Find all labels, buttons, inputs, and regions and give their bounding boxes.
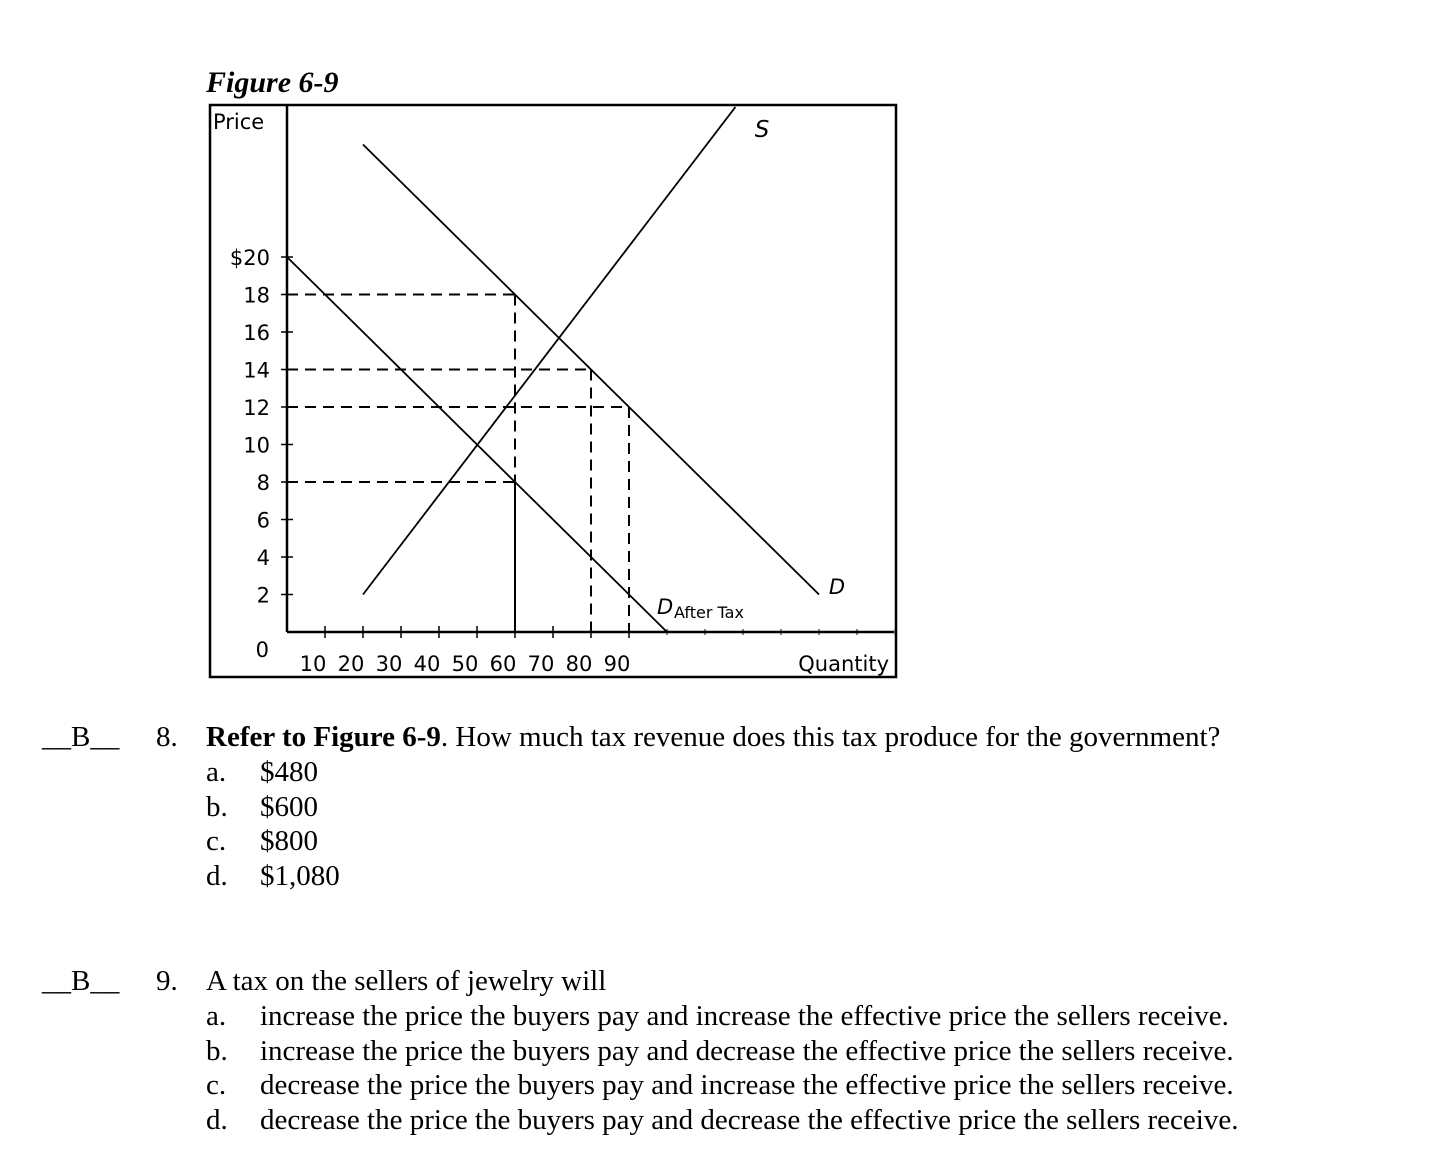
- stem-text-8: . How much tax revenue does this tax produce for the government?: [440, 721, 1221, 753]
- origin-label: 0: [255, 638, 269, 662]
- option-text: decrease the price the buyers pay and decrease the effective price the sellers receive.: [260, 1103, 1239, 1136]
- answer-blank-8: __B__: [42, 721, 120, 753]
- demand-after-tax-curve: [287, 257, 667, 632]
- x-tick-label: 10: [299, 652, 327, 676]
- x-tick-label: 40: [413, 652, 441, 676]
- y-tick-label: 2: [256, 583, 270, 608]
- y-tick-label: 12: [243, 396, 270, 420]
- y-tick-label: 14: [243, 358, 270, 383]
- option-letter: c.: [206, 1069, 227, 1101]
- x-tick-label: 80: [565, 652, 593, 676]
- demand-label: D: [828, 575, 846, 599]
- x-tick-label: 70: [527, 652, 555, 676]
- y-tick-label: 16: [243, 321, 270, 345]
- demand-after-tax-label-main: D: [657, 595, 674, 619]
- option-text: $800: [260, 825, 318, 857]
- question-number-8: 8.: [156, 721, 178, 753]
- option-letter: a.: [206, 756, 227, 788]
- y-tick-label: $20: [229, 246, 270, 270]
- y-tick-label: 6: [256, 508, 270, 533]
- x-axis-label: Quantity: [798, 652, 889, 676]
- supply-curve: [363, 107, 735, 595]
- x-tick-label: 50: [451, 652, 479, 676]
- answer-blank-9: __B__: [42, 965, 120, 997]
- x-tick-label: 20: [337, 652, 365, 676]
- x-tick-label: 30: [375, 652, 403, 676]
- option-letter: d.: [206, 1103, 228, 1136]
- figure-title: Figure 6-9: [206, 66, 339, 99]
- y-tick-label: 18: [243, 283, 270, 308]
- x-tick-label: 90: [603, 652, 631, 676]
- y-axis-label: Price: [213, 110, 265, 134]
- y-tick-label: 8: [256, 471, 270, 495]
- option-letter: b.: [206, 790, 228, 823]
- x-tick-label: 60: [489, 652, 517, 676]
- option-text: $480: [260, 756, 318, 788]
- option-letter: a.: [206, 1000, 227, 1032]
- chart-frame: [210, 105, 896, 677]
- option-text: increase the price the buyers pay and increase the effective price the sellers receive.: [260, 1000, 1229, 1032]
- question-stem-8: [206, 720, 1220, 755]
- y-tick-label: 4: [256, 546, 270, 570]
- option-text: increase the price the buyers pay and decrease the effective price the sellers receive.: [260, 1034, 1234, 1067]
- supply-label: S: [754, 117, 770, 143]
- option-letter: c.: [206, 825, 227, 857]
- option-letter: b.: [206, 1034, 228, 1067]
- question-stem-9: A tax on the sellers of jewelry will: [206, 965, 607, 997]
- option-letter: d.: [206, 859, 228, 892]
- option-text: decrease the price the buyers pay and increase the effective price the sellers receive.: [260, 1069, 1234, 1101]
- option-text: $600: [260, 790, 318, 823]
- option-text: $1,080: [260, 859, 340, 892]
- question-number-9: 9.: [156, 965, 178, 997]
- y-tick-label: 10: [243, 433, 270, 458]
- demand-after-tax-label-sub: After Tax: [674, 603, 744, 622]
- stem-bold-8: Refer to Figure 6-9: [206, 721, 441, 753]
